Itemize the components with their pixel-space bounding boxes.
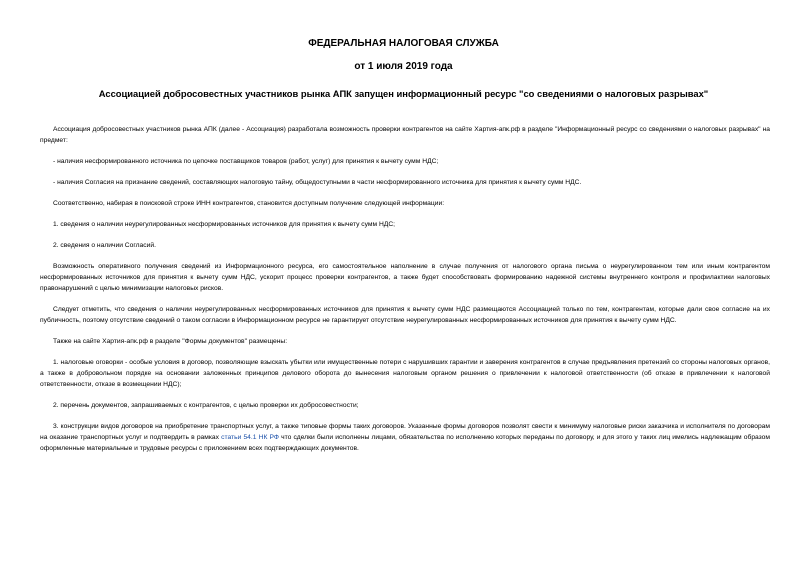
paragraph: Соответственно, набирая в поисковой строке ИНН контрагентов, становится доступным получение следующей информации: [53,200,445,207]
document-body [40,124,770,464]
paragraph: - наличия несформированного источника по цепочке поставщиков товаров (работ, услуг) для принятия к вычету сумм НДС; [53,158,439,165]
paragraph: 1. налоговые оговорки - особые условия в договор, позволяющие взыскать убытки или имущественные потери с нарушивших гарантии и заверения контрагентов в случае предъявления претензий со стороны налоговых органов, а также в добровольном порядке на основании заложенных принципов делового оборота до вынесения налоговым органом решения о привлечении к налоговой ответственности (об отказе в привлечении к налоговой ответственности, отказе в возмещении НДС); [40,359,770,388]
paragraph-text: что сделки были исполнены лицами, обязательства по исполнению которых переданы по договору, и для этого у таких лиц имелись надлежащим образом оформленные материальные и трудовые ресурсы с приложением всех подтверждающих документов. [40,434,770,452]
paragraph: 2. перечень документов, запрашиваемых с контрагентов, с целью проверки их добросовестности; [53,402,359,409]
organization-title: ФЕДЕРАЛЬНАЯ НАЛОГОВАЯ СЛУЖБА [308,38,499,49]
paragraph-with-link [40,421,770,454]
paragraph: - наличия Согласия на признание сведений, составляющих налоговую тайну, общедоступными в части несформированного источника для принятия к вычету сумм НДС. [53,179,582,186]
document-date: от 1 июля 2019 года [354,61,453,72]
paragraph-text: 3. конструкции видов договоров на приобретение транспортных услуг, а также типовые формы таких договоров. Указанные формы договоров позволят свести к минимуму налоговые риски заказчика и исполнителя по договорам на оказание транспортных услуг и подтвердить в рамках [40,423,770,441]
document-header [0,38,807,100]
paragraph: Следует отметить, что сведения о наличии неурегулированных несформированных источников для принятия к вычету сумм НДС размещаются Ассоциацией только по тем, контрагентам, которые дали свое согласие на их публичность, поэтому отсутствие сведений о таком согласии в Информационном ресурсе не гарантирует отсутствие неурегулированных несформированных источников для принятия к вычету сумм НДС. [40,306,770,324]
paragraph: Ассоциация добросовестных участников рынка АПК (далее - Ассоциация) разработала возможность проверки контрагентов на сайте Хартия-апк.рф в разделе "Информационный ресурс со сведениями о налоговых разрывах" на предмет: [40,126,770,144]
paragraph: Также на сайте Хартия-апк.рф в разделе "Формы документов" размещены: [53,338,288,345]
document-title: Ассоциацией добросовестных участников рынка АПК запущен информационный ресурс "со сведениями о налоговых разрывах" [98,88,709,99]
law-article-link[interactable]: статьи 54.1 НК РФ [221,434,279,441]
paragraph: 2. сведения о наличии Согласий. [53,242,156,249]
paragraph: 1. сведения о наличии неурегулированных несформированных источников для принятия к вычету сумм НДС; [53,221,396,228]
paragraph: Возможность оперативного получения сведений из Информационного ресурса, его самостоятельное наполнение в случае получения от налогового органа письма о неурегулированном тем или иным контрагентом несформированных источников для принятия к вычету сумм НДС, ускорит процесс проверки контрагентов, а также будет способствовать формированию надежной системы внутреннего контроля и профилактики налоговых правонарушений с целью минимизации налоговых рисков. [40,263,770,292]
